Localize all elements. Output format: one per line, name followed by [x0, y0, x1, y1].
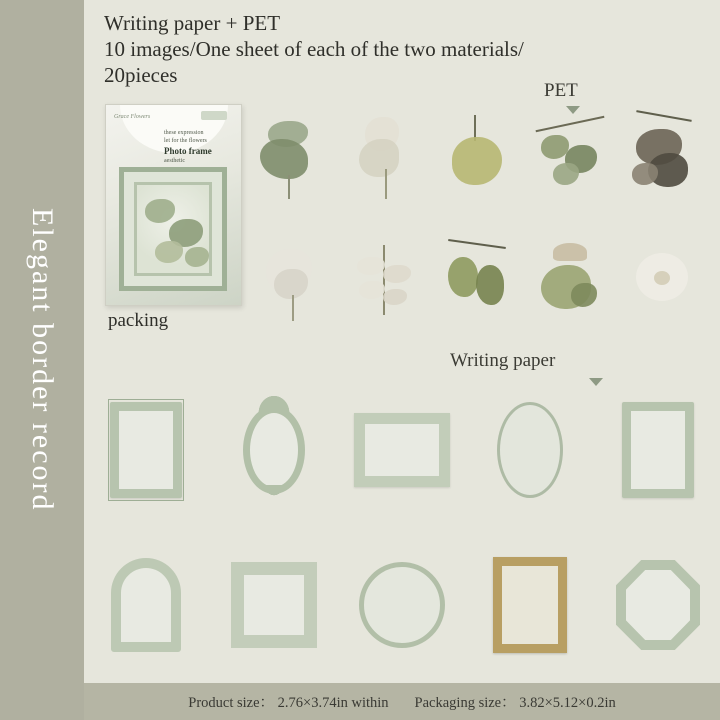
- writing-paper-section-label: Writing paper: [450, 350, 556, 371]
- packing-subtitle: these expression: [164, 130, 204, 136]
- square-frame[interactable]: [231, 562, 317, 648]
- packing-subtitle-2: let for the flowers: [164, 138, 207, 144]
- main-panel: [84, 0, 720, 683]
- title-line-3: 20pieces: [104, 63, 178, 87]
- green-pear-branch-sticker[interactable]: [438, 239, 516, 329]
- left-vertical-banner: [0, 0, 84, 720]
- tall-rectangular-frame[interactable]: [622, 402, 694, 498]
- product-size-text: Product size： 2.76×3.74in within: [188, 695, 389, 711]
- arch-frame[interactable]: [111, 558, 181, 652]
- thin-oval-frame[interactable]: [497, 402, 563, 498]
- packaging-size-text: Packaging size： 3.82×5.12×0.2in: [414, 695, 616, 711]
- packing-photo-frame: [119, 167, 227, 291]
- packing-card: [105, 104, 242, 306]
- twig-with-leaves-sticker[interactable]: [531, 113, 609, 203]
- frame-cell[interactable]: [96, 395, 196, 505]
- pet-sticker-row-2: [252, 238, 702, 330]
- frame-cell[interactable]: [608, 395, 708, 505]
- frame-cell[interactable]: [608, 550, 708, 660]
- frame-cell[interactable]: [224, 395, 324, 505]
- packing-leaf-decor-3: [155, 241, 183, 263]
- pet-section-label: PET: [544, 80, 578, 101]
- dark-dried-flower-sticker[interactable]: [624, 113, 702, 203]
- white-cosmos-flower-sticker[interactable]: [624, 239, 702, 329]
- wide-rectangular-frame[interactable]: [354, 413, 450, 487]
- packing-tab-decor: [201, 111, 227, 120]
- white-petal-flower-sticker[interactable]: [252, 239, 330, 329]
- frame-cell[interactable]: [224, 550, 324, 660]
- packing-caption: packing: [108, 310, 169, 331]
- packing-brand-text: Grace Flowers: [114, 114, 151, 120]
- page-title: [104, 10, 704, 88]
- packing-title-sub: aesthetic: [164, 158, 185, 164]
- dried-hydrangea-leaf-sticker[interactable]: [252, 113, 330, 203]
- frame-cell[interactable]: [96, 550, 196, 660]
- white-blossom-branch-sticker[interactable]: [345, 113, 423, 203]
- ornate-oval-frame[interactable]: [243, 406, 305, 494]
- footer-size-info: [84, 683, 720, 720]
- left-banner-text: Elegant border record: [26, 208, 59, 512]
- octagon-frame[interactable]: [616, 560, 700, 650]
- frame-cell[interactable]: [352, 550, 452, 660]
- mushroom-and-leaf-sticker[interactable]: [531, 239, 609, 329]
- rectangular-frame[interactable]: [110, 402, 182, 498]
- packing-leaf-decor-1: [145, 199, 175, 223]
- packing-leaf-decor-4: [185, 247, 209, 267]
- frame-cell[interactable]: [352, 395, 452, 505]
- frame-row-1: [96, 390, 708, 510]
- frame-cell[interactable]: [480, 395, 580, 505]
- packing-image: [105, 104, 240, 304]
- writing-paper-caret-icon: [589, 378, 603, 386]
- pet-sticker-row-1: [252, 112, 702, 204]
- packing-label: [164, 129, 236, 165]
- packing-inner-frame: [134, 182, 212, 276]
- title-line-2: 10 images/One sheet of each of the two materials/: [104, 37, 524, 61]
- frame-row-2: [96, 545, 708, 665]
- title-line-1: Writing paper + PET: [104, 11, 281, 35]
- packing-title: Photo frame: [164, 146, 212, 156]
- gold-rectangular-frame[interactable]: [493, 557, 567, 653]
- frame-cell[interactable]: [480, 550, 580, 660]
- white-berry-sprig-sticker[interactable]: [345, 239, 423, 329]
- circle-frame[interactable]: [359, 562, 445, 648]
- heart-leaf-sticker[interactable]: [438, 113, 516, 203]
